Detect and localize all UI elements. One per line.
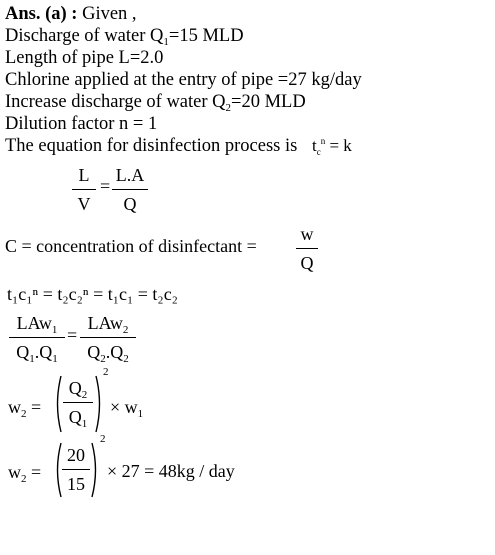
- equals-sign: =: [67, 325, 78, 345]
- concentration-definition: C = concentration of disinfectant =: [5, 236, 257, 256]
- equation-tcn-k: $t_c^n = k$: [311, 136, 352, 157]
- equation-tc-relation: t₁c₁ⁿ = t₂c₂ⁿ = t₁c₁ = t₂c₂: [7, 284, 178, 304]
- right-paren-icon: [90, 441, 100, 499]
- given-chlorine: Chlorine applied at the entry of pipe =27 kg/day: [5, 70, 362, 90]
- fraction-law2-over-q2q2: LAw$_2$ $Q_2.Q_2$: [80, 312, 136, 363]
- w2-label: $w_2$ =: [8, 462, 42, 485]
- fraction-l-over-v: L V: [72, 164, 96, 215]
- given-discharge: Discharge of water $Q_1=15$ MLD: [5, 26, 244, 48]
- left-paren-icon: [53, 374, 63, 434]
- w2-label: $w_2$ =: [8, 397, 42, 420]
- equation-intro: The equation for disinfection process is $t_c^n = k$: [5, 136, 352, 157]
- fraction-la-over-q: L.A Q: [112, 164, 148, 215]
- final-result: × 27 = 48kg / day: [107, 461, 235, 481]
- fraction-w-over-q: w Q: [296, 223, 318, 274]
- exponent: 2: [100, 433, 106, 445]
- fraction-q2-over-q1: $Q_2$ $Q_1$: [63, 377, 93, 428]
- given-increased-discharge: Increase discharge of water $Q_2=20$ MLD: [5, 92, 306, 114]
- fraction-law1-over-q1q1: LAw$_1$ $Q_1.Q_1$: [9, 312, 65, 363]
- exponent: 2: [103, 366, 109, 378]
- right-paren-icon: [94, 374, 104, 434]
- equals-sign: =: [100, 176, 111, 196]
- fraction-20-over-15: 20 15: [62, 444, 90, 495]
- answer-header: [5, 3, 137, 25]
- given-length: Length of pipe L=2.0: [5, 48, 164, 68]
- given-label: Given ,: [82, 4, 137, 24]
- times-w1: × $w_1$: [110, 397, 144, 420]
- given-dilution: Dilution factor n = 1: [5, 114, 158, 134]
- answer-label: Ans. (a) :: [5, 4, 78, 24]
